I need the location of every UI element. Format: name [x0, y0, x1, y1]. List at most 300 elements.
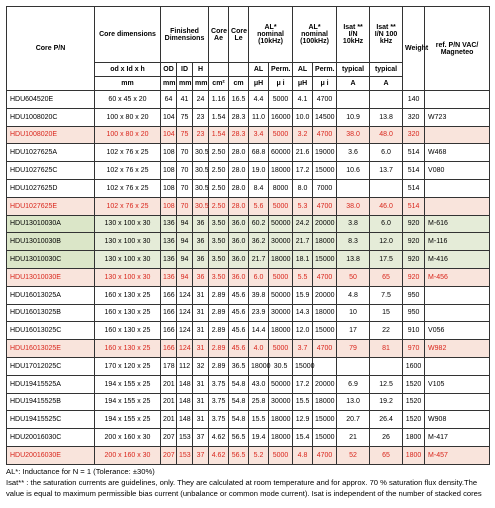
cell-value: 514 — [403, 144, 425, 162]
cell-value: 12.0 — [370, 233, 403, 251]
cell-value: 112 — [177, 357, 193, 375]
table-row — [7, 179, 490, 197]
cell-value: 514 — [403, 197, 425, 215]
cell-value: 39.8 — [249, 286, 269, 304]
cell-value: 4700 — [313, 197, 337, 215]
cell-value: 201 — [161, 375, 177, 393]
cell-ref-pn: W982 — [425, 340, 490, 358]
cell-value: 28.0 — [229, 197, 249, 215]
cell-value: 950 — [403, 304, 425, 322]
cell-value: 8000 — [269, 179, 293, 197]
cell-value: 6.0 — [249, 268, 269, 286]
cell-part-number: HDU13010030C — [7, 251, 95, 269]
cell-part-number: HDU1027625A — [7, 144, 95, 162]
cell-value: 20.7 — [337, 411, 370, 429]
cell-ref-pn — [425, 197, 490, 215]
cell-value: 3.4 — [249, 126, 269, 144]
sub-typical-100k: typical — [370, 63, 403, 77]
cell-part-number: HDU17012025C — [7, 357, 95, 375]
cell-value: 124 — [177, 304, 193, 322]
cell-value: 13.7 — [370, 162, 403, 180]
unit-ui-10k: μ i — [269, 77, 293, 91]
cell-value: 2.89 — [209, 340, 229, 358]
unit-mm-h: mm — [193, 77, 209, 91]
table-row — [7, 357, 490, 375]
cell-value: 3.75 — [209, 375, 229, 393]
cell-value: 36.0 — [229, 215, 249, 233]
cell-value: 54.8 — [229, 393, 249, 411]
cell-value: 2.89 — [209, 286, 229, 304]
sub-id: ID — [177, 63, 193, 77]
cell-value: 102 x 76 x 25 — [95, 179, 161, 197]
cell-value: 12.9 — [293, 411, 313, 429]
unit-cm2: cm² — [209, 77, 229, 91]
cell-value: 4.62 — [209, 429, 229, 447]
cell-value: 17.5 — [370, 251, 403, 269]
cell-value: 200 x 160 x 30 — [95, 429, 161, 447]
cell-value: 4700 — [313, 340, 337, 358]
cell-value: 140 — [403, 91, 425, 109]
cell-value: 81 — [370, 340, 403, 358]
unit-mm-od: mm — [161, 77, 177, 91]
cell-value: 11.0 — [249, 108, 269, 126]
table-row — [7, 268, 490, 286]
cell-value: 28.0 — [229, 144, 249, 162]
cell-value: 18.1 — [293, 251, 313, 269]
table-row — [7, 446, 490, 464]
cell-value: 5000 — [269, 340, 293, 358]
sub-perm-100k: Perm. — [313, 63, 337, 77]
cell-value: 6.9 — [337, 375, 370, 393]
cell-value: 38.0 — [337, 197, 370, 215]
cell-value: 194 x 155 x 25 — [95, 375, 161, 393]
cell-ref-pn: V080 — [425, 162, 490, 180]
cell-value: 14.3 — [293, 304, 313, 322]
cell-value: 2.89 — [209, 322, 229, 340]
cell-value — [337, 357, 370, 375]
cell-value: 514 — [403, 162, 425, 180]
cell-value: 20000 — [313, 375, 337, 393]
sub-le-blank — [229, 63, 249, 77]
cell-value: 3.7 — [293, 340, 313, 358]
cell-value: 48.0 — [370, 126, 403, 144]
cell-value: 5000 — [269, 197, 293, 215]
cell-value: 45.6 — [229, 286, 249, 304]
cell-value: 148 — [177, 393, 193, 411]
cell-value: 13.8 — [337, 251, 370, 269]
cell-part-number: HDU16013025E — [7, 340, 95, 358]
table-row — [7, 393, 490, 411]
cell-value: 15000 — [293, 357, 313, 375]
cell-value: 15.5 — [293, 393, 313, 411]
cell-value: 23 — [193, 126, 209, 144]
cell-value: 94 — [177, 215, 193, 233]
footnote-isat: Isat** : the saturation currents are guidelines, only. They are calculated at room temperature and for approx. 70 % saturation flux density.The value is equal to maximum permissible bias current (unbalance or common mode current). Isat is independent of the number of stacked cores — [6, 478, 482, 498]
cell-value: 17.2 — [293, 375, 313, 393]
cell-value: 3.2 — [293, 126, 313, 144]
cell-ref-pn — [425, 179, 490, 197]
cell-part-number: HDU1027625D — [7, 179, 95, 197]
cell-ref-pn: M-116 — [425, 233, 490, 251]
cell-value: 36 — [193, 251, 209, 269]
cell-ref-pn — [425, 304, 490, 322]
cell-value: 2.50 — [209, 179, 229, 197]
cell-value: 3.75 — [209, 411, 229, 429]
cell-value: 136 — [161, 215, 177, 233]
cell-value: 3.50 — [209, 233, 229, 251]
cell-value: 18000 — [269, 162, 293, 180]
cell-value: 160 x 130 x 25 — [95, 322, 161, 340]
cell-value: 10 — [337, 304, 370, 322]
cell-value: 52 — [337, 446, 370, 464]
cell-value: 3.50 — [209, 268, 229, 286]
cell-value — [370, 357, 403, 375]
cell-value: 36 — [193, 233, 209, 251]
cell-value: 25.8 — [249, 393, 269, 411]
table-row — [7, 411, 490, 429]
unit-mm: mm — [95, 77, 161, 91]
table-row — [7, 286, 490, 304]
cell-value: 14.4 — [249, 322, 269, 340]
cell-value — [337, 179, 370, 197]
cell-value: 21 — [337, 429, 370, 447]
cell-part-number: HDU16013025B — [7, 304, 95, 322]
cell-value: 14500 — [313, 108, 337, 126]
cell-value: 28.0 — [229, 162, 249, 180]
cell-value: 18000 — [269, 429, 293, 447]
cell-value: 36.2 — [249, 233, 269, 251]
cell-ref-pn: V105 — [425, 375, 490, 393]
cell-value: 108 — [161, 162, 177, 180]
cell-value: 5000 — [269, 268, 293, 286]
cell-value: 18000 — [313, 393, 337, 411]
cell-value: 4700 — [313, 268, 337, 286]
cell-value: 2.50 — [209, 197, 229, 215]
cell-value: 30.5 — [193, 162, 209, 180]
cell-value: 5.6 — [249, 197, 269, 215]
cell-value: 45.6 — [229, 304, 249, 322]
cell-value: 15000 — [313, 429, 337, 447]
cell-value: 16.5 — [229, 91, 249, 109]
cell-value: 920 — [403, 233, 425, 251]
cell-part-number: HDU1027625E — [7, 197, 95, 215]
cell-part-number: HDU19415525C — [7, 411, 95, 429]
cell-ref-pn: M-456 — [425, 268, 490, 286]
cell-value: 148 — [177, 375, 193, 393]
cell-value: 37 — [193, 446, 209, 464]
sub-core-dims: od x Id x h — [95, 63, 161, 77]
cell-value: 31 — [193, 340, 209, 358]
table-row — [7, 304, 490, 322]
unit-mm-id: mm — [177, 77, 193, 91]
cell-value: 100 x 80 x 20 — [95, 126, 161, 144]
cell-value: 108 — [161, 144, 177, 162]
cell-value: 5000 — [269, 91, 293, 109]
cell-part-number: HDU1027625C — [7, 162, 95, 180]
cell-value: 13.0 — [337, 393, 370, 411]
cell-value: 4700 — [313, 126, 337, 144]
cell-value: 320 — [403, 126, 425, 144]
unit-cm: cm — [229, 77, 249, 91]
cell-value: 45.6 — [229, 340, 249, 358]
cell-value: 1800 — [403, 429, 425, 447]
unit-uh-10k: μH — [249, 77, 269, 91]
cell-value: 70 — [177, 197, 193, 215]
cell-part-number: HDU13010030B — [7, 233, 95, 251]
header-isat-100k: Isat ** I/N 100 kHz — [370, 7, 403, 63]
cell-value: 3.6 — [337, 144, 370, 162]
cell-ref-pn: V056 — [425, 322, 490, 340]
cell-value: 23 — [193, 108, 209, 126]
cell-value: 136 — [161, 233, 177, 251]
cell-value: 3.50 — [209, 215, 229, 233]
cell-value: 136 — [161, 251, 177, 269]
cell-value: 94 — [177, 268, 193, 286]
cell-value: 3.50 — [209, 251, 229, 269]
unit-a-10k: A — [337, 77, 370, 91]
cell-value: 108 — [161, 179, 177, 197]
cell-value: 15.9 — [293, 286, 313, 304]
cell-value: 104 — [161, 126, 177, 144]
header-core-dimensions: Core dimensions — [95, 7, 161, 63]
cell-value: 31 — [193, 411, 209, 429]
cell-value: 18000 — [249, 357, 269, 375]
sub-perm-10k: Perm. — [269, 63, 293, 77]
cell-value: 104 — [161, 108, 177, 126]
cell-value: 160 x 130 x 25 — [95, 304, 161, 322]
cell-value: 7000 — [313, 179, 337, 197]
cell-value: 68.8 — [249, 144, 269, 162]
cell-value: 17.2 — [293, 162, 313, 180]
cell-value: 65 — [370, 446, 403, 464]
cell-value: 4.0 — [249, 340, 269, 358]
cell-value: 38.0 — [337, 126, 370, 144]
cell-value: 170 x 120 x 25 — [95, 357, 161, 375]
cell-value: 1800 — [403, 446, 425, 464]
cell-value: 17 — [337, 322, 370, 340]
cell-value: 70 — [177, 144, 193, 162]
header-finished-dimensions: Finished Dimensions — [161, 7, 209, 63]
table-row — [7, 215, 490, 233]
cell-value: 207 — [161, 429, 177, 447]
cell-value: 108 — [161, 197, 177, 215]
cell-value: 24 — [193, 91, 209, 109]
cell-value: 8.0 — [293, 179, 313, 197]
cell-value: 60000 — [269, 144, 293, 162]
cell-value: 50 — [337, 268, 370, 286]
cell-value: 1.54 — [209, 108, 229, 126]
cell-value: 21.6 — [293, 144, 313, 162]
cell-value: 514 — [403, 179, 425, 197]
cell-value: 153 — [177, 446, 193, 464]
cell-value: 15000 — [313, 162, 337, 180]
cell-value: 26 — [370, 429, 403, 447]
cell-value: 20000 — [313, 286, 337, 304]
cell-value: 13.8 — [370, 108, 403, 126]
cell-part-number: HDU13010030A — [7, 215, 95, 233]
unit-uh-100k: μH — [293, 77, 313, 91]
sub-ae-blank — [209, 63, 229, 77]
cell-value: 60 x 45 x 20 — [95, 91, 161, 109]
cell-value: 166 — [161, 304, 177, 322]
table-row — [7, 91, 490, 109]
cell-value: 24.2 — [293, 215, 313, 233]
cell-value: 19.4 — [249, 429, 269, 447]
table-row — [7, 233, 490, 251]
cell-value: 16000 — [269, 108, 293, 126]
cell-value: 20000 — [313, 215, 337, 233]
cell-value: 1600 — [403, 357, 425, 375]
cell-value: 28.0 — [229, 179, 249, 197]
cell-value: 130 x 100 x 30 — [95, 215, 161, 233]
cell-part-number: HDU1008020E — [7, 126, 95, 144]
cell-value: 100 x 80 x 20 — [95, 108, 161, 126]
cell-ref-pn — [425, 393, 490, 411]
cell-value: 1.54 — [209, 126, 229, 144]
cell-value: 4700 — [313, 446, 337, 464]
header-ref-pn: ref. P/N VAC/ Magneteo — [425, 7, 490, 91]
cell-value: 36 — [193, 215, 209, 233]
cell-value: 201 — [161, 411, 177, 429]
cell-value: 5000 — [269, 446, 293, 464]
cell-value: 124 — [177, 340, 193, 358]
cell-value: 166 — [161, 340, 177, 358]
header-core-pn: Core P/N — [7, 7, 95, 91]
cell-value: 30.5 — [193, 144, 209, 162]
header-weight: Weight — [403, 7, 425, 91]
cell-ref-pn: M-457 — [425, 446, 490, 464]
cell-value: 4.1 — [293, 91, 313, 109]
cell-ref-pn — [425, 357, 490, 375]
cell-value — [370, 179, 403, 197]
cell-value: 124 — [177, 322, 193, 340]
cell-value: 200 x 160 x 30 — [95, 446, 161, 464]
cell-value: 21.7 — [249, 251, 269, 269]
cell-value: 70 — [177, 179, 193, 197]
cell-value: 30.5 — [269, 357, 293, 375]
cell-value: 320 — [403, 108, 425, 126]
cell-value: 3.75 — [209, 393, 229, 411]
unit-a-100k: A — [370, 77, 403, 91]
cell-value: 160 x 130 x 25 — [95, 286, 161, 304]
cell-value: 36.0 — [229, 251, 249, 269]
footnotes — [6, 466, 489, 499]
cell-value: 148 — [177, 411, 193, 429]
cell-part-number: HDU16013025A — [7, 286, 95, 304]
cell-part-number: HDU1008020C — [7, 108, 95, 126]
cell-value: 56.5 — [229, 429, 249, 447]
cell-value: 920 — [403, 268, 425, 286]
cell-value: 54.8 — [229, 411, 249, 429]
cell-value: 36.0 — [229, 233, 249, 251]
cell-value: 5000 — [269, 126, 293, 144]
cell-value: 31 — [193, 375, 209, 393]
unit-ui-100k: μ i — [313, 77, 337, 91]
cell-value: 10.6 — [337, 162, 370, 180]
cell-value: 50000 — [269, 286, 293, 304]
cell-value: 102 x 76 x 25 — [95, 162, 161, 180]
cell-value: 124 — [177, 286, 193, 304]
cell-value: 31 — [193, 286, 209, 304]
cell-value: 5.3 — [293, 197, 313, 215]
cell-value: 207 — [161, 446, 177, 464]
cell-value: 15 — [370, 304, 403, 322]
table-row — [7, 429, 490, 447]
cell-value: 2.50 — [209, 162, 229, 180]
cell-value: 130 x 100 x 30 — [95, 268, 161, 286]
cell-value — [370, 91, 403, 109]
cell-value: 36.5 — [229, 357, 249, 375]
cell-ref-pn — [425, 91, 490, 109]
cell-value: 70 — [177, 162, 193, 180]
cell-value: 5.5 — [293, 268, 313, 286]
cell-value: 54.8 — [229, 375, 249, 393]
cell-value: 4.8 — [337, 286, 370, 304]
sub-al-100k: AL — [293, 63, 313, 77]
cell-value: 46.0 — [370, 197, 403, 215]
table-row — [7, 322, 490, 340]
cell-ref-pn: M-417 — [425, 429, 490, 447]
cell-value: 15.4 — [293, 429, 313, 447]
footnote-al: AL*: Inductance for N = 1 (Tolerance: ±30%) — [6, 467, 155, 476]
cell-value: 2.89 — [209, 357, 229, 375]
cell-value: 28.3 — [229, 108, 249, 126]
cell-value: 970 — [403, 340, 425, 358]
sub-typical-10k: typical — [337, 63, 370, 77]
cell-part-number: HDU19415525A — [7, 375, 95, 393]
cell-ref-pn — [425, 286, 490, 304]
core-spec-table — [6, 6, 490, 465]
cell-part-number: HDU16013025C — [7, 322, 95, 340]
cell-value — [313, 357, 337, 375]
cell-value: 94 — [177, 233, 193, 251]
table-row — [7, 197, 490, 215]
cell-value: 21.7 — [293, 233, 313, 251]
cell-value: 166 — [161, 286, 177, 304]
cell-value: 10.0 — [293, 108, 313, 126]
cell-part-number: HDU20016030E — [7, 446, 95, 464]
header-core-ae: Core Ae — [209, 7, 229, 63]
table-row — [7, 251, 490, 269]
cell-value: 60.2 — [249, 215, 269, 233]
cell-value: 32 — [193, 357, 209, 375]
cell-value: 1520 — [403, 411, 425, 429]
table-body — [7, 91, 490, 465]
cell-value: 31 — [193, 393, 209, 411]
cell-ref-pn — [425, 126, 490, 144]
cell-value: 5.2 — [249, 446, 269, 464]
cell-value: 31 — [193, 322, 209, 340]
cell-value: 41 — [177, 91, 193, 109]
cell-value: 3.8 — [337, 215, 370, 233]
cell-value: 194 x 155 x 25 — [95, 393, 161, 411]
cell-ref-pn: W723 — [425, 108, 490, 126]
cell-part-number: HDU20016030C — [7, 429, 95, 447]
cell-value: 30.5 — [193, 197, 209, 215]
cell-ref-pn: W908 — [425, 411, 490, 429]
cell-value: 56.5 — [229, 446, 249, 464]
cell-value: 15000 — [313, 411, 337, 429]
header-row-1 — [7, 7, 490, 63]
cell-value: 102 x 76 x 25 — [95, 197, 161, 215]
cell-value: 45.6 — [229, 322, 249, 340]
cell-value: 18000 — [269, 411, 293, 429]
cell-value: 15000 — [313, 251, 337, 269]
cell-value: 6.0 — [370, 215, 403, 233]
cell-value: 4700 — [313, 91, 337, 109]
table-row — [7, 144, 490, 162]
cell-value: 160 x 130 x 25 — [95, 340, 161, 358]
